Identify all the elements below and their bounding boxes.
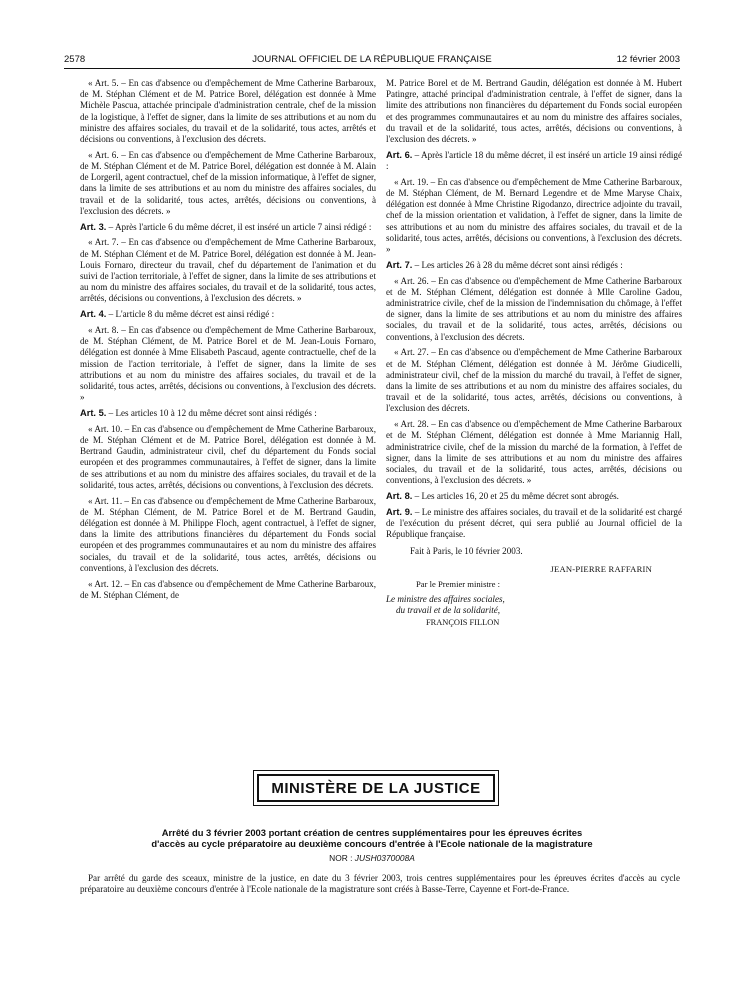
paragraph: « Art. 11. – En cas d'absence ou d'empêchement de Mme Catherine Barbaroux, de M. Stéphan Clément, de M. Patrice Borel et de M. Bertrand Gaudin, délégation est donnée à M. Philippe Floch, agent contractuel, à l'effet de signer, dans la limite des attributions financières du département du Fonds social européen et des programmes communautaires et au nom du ministre des affaires sociales, du travail et de la solidarité, tous actes, arrêtés, décisions ou conventions, à l'exclusion des décrets. [80, 495, 376, 573]
article-paragraph [80, 408, 376, 419]
paragraph: « Art. 8. – En cas d'absence ou d'empêchement de Mme Catherine Barbaroux, de M. Stéphan Clément, de M. Patrice Borel et de M. Jean-Louis Fornaro, délégation est donnée à Mme Elisabeth Pascaud, agente contractuelle, chef de la mission de l'action territoriale, à l'effet de signer, dans la limite de ses attributions et au nom du ministre des affaires sociales, du travail et de la solidarité, tous actes, arrêtés, décisions ou conventions, à l'exclusion des décrets. » [80, 325, 376, 403]
left-column [80, 78, 376, 606]
arrete-title-line: Arrêté du 3 février 2003 portant création de centres supplémentaires pour les épreuves écrites [161, 827, 583, 838]
article-label: Art. 9. [386, 506, 413, 517]
article-label: Art. 8. [386, 491, 413, 502]
minister-title [386, 594, 682, 616]
article-label: Art. 3. [80, 221, 107, 232]
ministry-box [253, 770, 499, 806]
article-text: – Après l'article 6 du même décret, il est inséré un article 7 ainsi rédigé : [106, 221, 372, 232]
issue-date: 12 février 2003 [616, 54, 680, 65]
paragraph: M. Patrice Borel et de M. Bertrand Gaudin, délégation est donnée à M. Hubert Patingre, attaché principal d'administration centrale, à l'effet de signer, dans la limite des attributions non financières du département du Fonds social européen et des programmes communautaires et au nom du ministre des affaires sociales, du travail et de la solidarité, tous actes, arrêtés, décisions ou conventions, à l'exclusion des décrets. » [386, 78, 682, 145]
minister-title-line: du travail et de la solidarité, [396, 605, 501, 616]
journal-title: JOURNAL OFFICIEL DE LA RÉPUBLIQUE FRANÇAISE [252, 54, 492, 65]
article-paragraph [386, 150, 682, 172]
minister-name: FRANÇOIS FILLON [426, 618, 500, 628]
article-label: Art. 7. [386, 259, 413, 270]
paragraph: « Art. 6. – En cas d'absence ou d'empêchement de Mme Catherine Barbaroux, de M. Stéphan Clément et de M. Patrice Borel, délégation est donnée à M. Alain de Lorgeril, agent contractuel, chef de la mission informatique, à l'effet de signer, dans la limite de ses attributions et au nom du ministre des affaires sociales, du travail et de la solidarité, tous actes, arrêtés, décisions ou conventions, à l'exclusion des décrets. » [80, 149, 376, 216]
article-paragraph [80, 309, 376, 320]
paragraph: « Art. 12. – En cas d'absence ou d'empêchement de Mme Catherine Barbaroux, de M. Stéphan Clément, de [80, 578, 376, 600]
paragraph: « Art. 26. – En cas d'absence ou d'empêchement de Mme Catherine Barbaroux et de M. Stéphan Clément, délégation est donnée à Mlle Caroline Gadou, administratrice civile, chef de la mission de l'indemnisation du chômage, à l'effet de signer, dans la limite de ses attributions et au nom du ministre des affaires sociales, du travail et de la solidarité, tous actes, arrêtés, décisions ou conventions, à l'exclusion des décrets. [386, 275, 682, 342]
minister-title-line: Le ministre des affaires sociales, [386, 594, 505, 605]
article-paragraph [386, 491, 682, 502]
arrete-title [64, 827, 680, 849]
article-text: – L'article 8 du même décret est ainsi rédigé : [106, 309, 275, 320]
article-text: – Le ministre des affaires sociales, du travail et de la solidarité est chargé de l'exécution du présent décret, qui sera publié au Journal officiel de la République française. [386, 506, 682, 540]
article-text: – Les articles 26 à 28 du même décret sont ainsi rédigés : [412, 259, 623, 270]
article-text: – Les articles 10 à 12 du même décret sont ainsi rédigés : [106, 408, 317, 419]
article-label: Art. 4. [80, 309, 107, 320]
nor-reference [64, 853, 680, 863]
article-label: Art. 5. [80, 408, 107, 419]
paragraph: « Art. 10. – En cas d'absence ou d'empêchement de Mme Catherine Barbaroux, de M. Stéphan Clément et de M. Patrice Borel, délégation est donnée à M. Bertrand Gaudin, administrateur civil, chef du département du Fonds social européen et des programmes communautaires, à l'effet de signer, dans la limite de ses attributions et au nom du ministre des affaires sociales, du travail et de la solidarité, tous actes, arrêtés, décisions ou conventions, à l'exclusion des décrets. [80, 423, 376, 490]
article-paragraph [386, 507, 682, 541]
article-text: – Les articles 16, 20 et 25 du même décret sont abrogés. [412, 491, 619, 502]
paragraph: « Art. 19. – En cas d'absence ou d'empêchement de Mme Catherine Barbaroux, de M. Stéphan Clément, de M. Bernard Legendre et de Mme Maryse Chaix, délégation est donnée à Mme Christine Rigodanzo, directrice adjointe du travail, chef de la mission orientation et validation, à l'effet de signer, dans la limite de ses attributions et au nom du ministre des affaires sociales, du travail et de la solidarité, tous actes, arrêtés, décisions ou conventions, à l'exclusion des décrets. » [386, 176, 682, 255]
header-rule [64, 68, 680, 69]
article-paragraph [80, 222, 376, 233]
premier-line: Par le Premier ministre : [416, 578, 501, 589]
arrete-body: Par arrêté du garde des sceaux, ministre de la justice, en date du 3 février 2003, trois centres supplémentaires pour les épreuves écrites d'accès au cycle préparatoire au deuxième concours d'entrée à l'Ecole nationale de la magistrature sont créés à Basse-Terre, Cayenne et Fort-de-France. [80, 873, 680, 895]
place-date: Fait à Paris, le 10 février 2003. [410, 546, 523, 557]
page-header [64, 54, 680, 68]
paragraph: « Art. 27. – En cas d'absence ou d'empêchement de Mme Catherine Barbaroux et de M. Stéphan Clément, délégation est donnée à M. Jérôme Giudicelli, administrateur civil, chef de la mission du marché du travail, à l'effet de signer, dans la limite de ses attributions et au nom du ministre des affaires sociales, du travail et de la solidarité, tous actes, arrêtés, décisions ou conventions, à l'exclusion des décrets. [386, 347, 682, 414]
article-label: Art. 6. [386, 149, 413, 160]
signatory-name: JEAN-PIERRE RAFFARIN [550, 563, 652, 574]
nor-label: NOR : [329, 853, 353, 863]
article-paragraph [386, 260, 682, 271]
ministry-heading: MINISTÈRE DE LA JUSTICE [257, 774, 495, 802]
arrete-title-line: d'accès au cycle préparatoire au deuxième concours d'entrée à l'Ecole nationale de la magistrature [151, 838, 593, 849]
nor-code: JUSH0370008A [354, 853, 415, 863]
page-number: 2578 [64, 54, 86, 65]
paragraph: « Art. 5. – En cas d'absence ou d'empêchement de Mme Catherine Barbaroux, de M. Stéphan Clément et de M. Patrice Borel, délégation est donnée à Mme Michèle Pascua, attachée principale d'administration centrale, chef de la mission de la logistique, à l'effet de signer, dans la limite de ses attributions et au nom du ministre des affaires sociales, du travail et de la solidarité, tous actes, arrêtés et décisions ou conventions, à l'exclusion des décrets. [80, 78, 376, 145]
article-text: – Après l'article 18 du même décret, il est inséré un article 19 ainsi rédigé : [386, 149, 682, 172]
paragraph: « Art. 7. – En cas d'absence ou d'empêchement de Mme Catherine Barbaroux, de M. Stéphan Clément et de M. Patrice Borel, délégation est donnée à M. Jean-Louis Fornaro, directeur du travail, chef du département de l'animation et du suivi de l'action territoriale, à l'effet de signer, dans la limite de ses attributions et au nom du ministre des affaires sociales, du travail et de la solidarité, tous actes, arrêtés, décisions ou conventions, à l'exclusion des décrets. » [80, 237, 376, 304]
paragraph: « Art. 28. – En cas d'absence ou d'empêchement de Mme Catherine Barbaroux et de M. Stéphan Clément, délégation est donnée à Mme Mariannig Hall, administratrice civile, chef de la mission du marché de la formation, à l'effet de signer, dans la limite de ses attributions et au nom du ministre des affaires sociales, du travail et de la solidarité, tous actes, arrêtés, décisions ou conventions, à l'exclusion des décrets. » [386, 419, 682, 486]
right-column [386, 78, 682, 629]
